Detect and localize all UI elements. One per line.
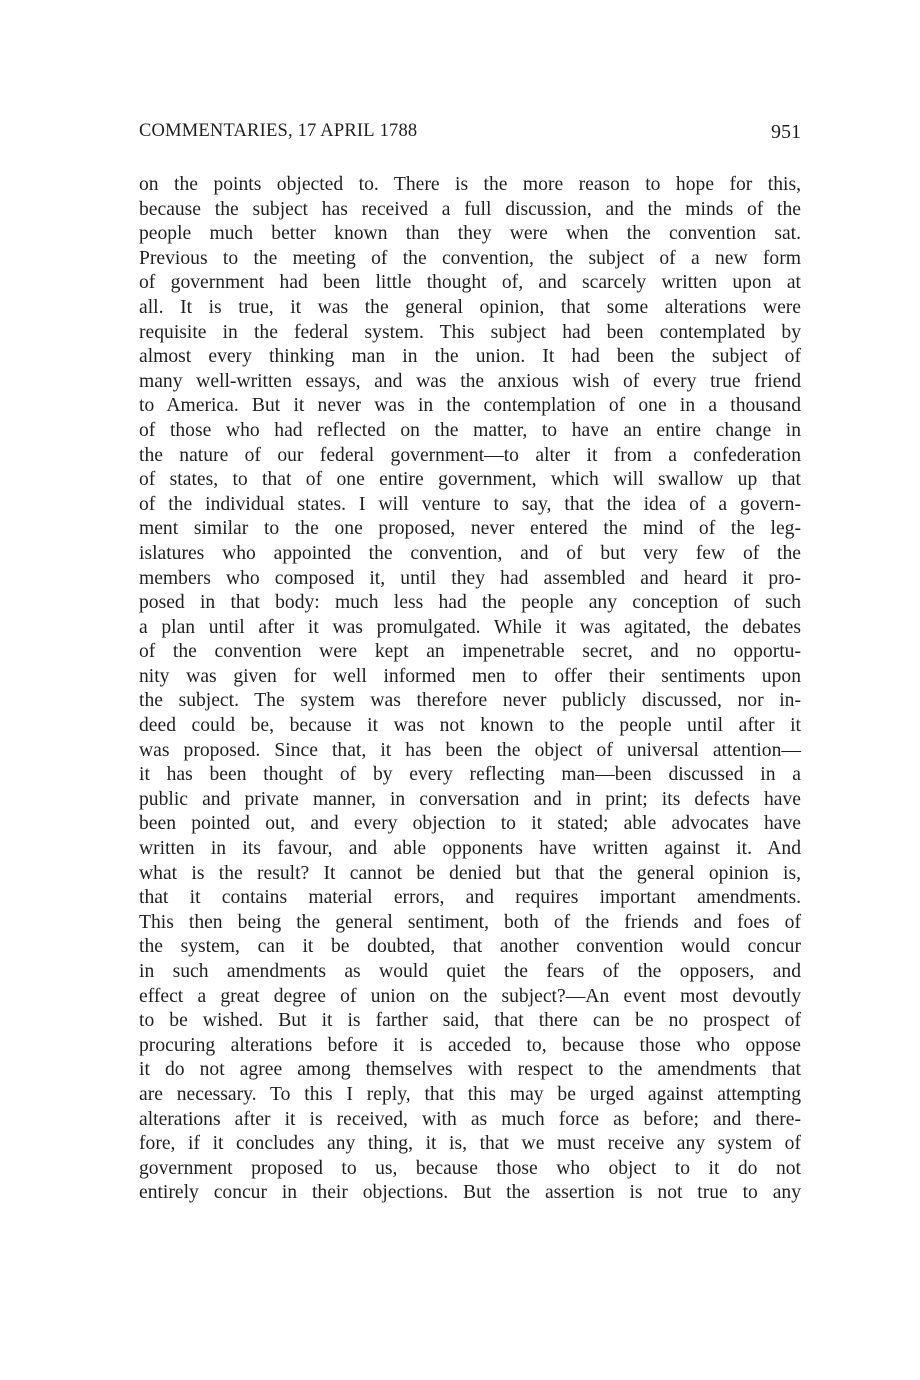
running-head-date: , 17 (287, 121, 321, 141)
running-head-april: PRIL (333, 121, 375, 141)
page-number: 951 (771, 121, 801, 143)
text-line: procuring alterations before it is acceded to, because those who oppose (139, 1034, 801, 1056)
text-line: members who composed it, until they had assembled and heard it pro- (139, 567, 801, 589)
text-line: posed in that body: much less had the people any conception of such (139, 592, 801, 614)
running-head-title (139, 121, 417, 142)
text-line: the nature of our federal government—to alter it from a confederation (139, 444, 801, 466)
text-line: it do not agree among themselves with respect to the amendments that (139, 1059, 801, 1081)
text-line: government proposed to us, because those who object to it do not (139, 1157, 801, 1179)
text-line: ment similar to the one proposed, never entered the mind of the leg- (139, 518, 801, 540)
text-line: a plan until after it was promulgated. While it was agitated, the debates (139, 616, 801, 638)
running-head (139, 121, 801, 147)
text-line: effect a great degree of union on the subject?—An event most devoutly (139, 985, 801, 1007)
text-line: of the individual states. I will venture to say, that the idea of a govern- (139, 493, 801, 515)
text-line: nity was given for well informed men to offer their sentiments upon (139, 665, 801, 687)
running-head-c: C (139, 121, 152, 141)
text-line: because the subject has received a full discussion, and the minds of the (139, 198, 801, 220)
text-line: all. It is true, it was the general opinion, that some alterations were (139, 296, 801, 318)
text-line: been pointed out, and every objection to it stated; able advocates have (139, 813, 801, 835)
text-line: to be wished. But it is farther said, that there can be no prospect of (139, 1010, 801, 1032)
text-line: people much better known than they were when the convention sat. (139, 223, 801, 245)
running-head-commentaries: OMMENTARIES (151, 121, 288, 141)
text-line: of government had been little thought of, and scarcely written upon at (139, 272, 801, 294)
body-text (139, 173, 801, 1206)
text-line: to America. But it never was in the contemplation of one in a thousand (139, 395, 801, 417)
text-line: alterations after it is received, with as much force as before; and there- (139, 1108, 801, 1130)
text-line: requisite in the federal system. This subject had been contemplated by (139, 321, 801, 343)
running-head-year: 1788 (374, 121, 418, 141)
text-line: the system, can it be doubted, that another convention would concur (139, 936, 801, 958)
text-line: what is the result? It cannot be denied but that the general opinion is, (139, 862, 801, 884)
text-line: This then being the general sentiment, both of the friends and foes of (139, 911, 801, 933)
text-line: the subject. The system was therefore never publicly discussed, nor in- (139, 690, 801, 712)
text-line: written in its favour, and able opponents have written against it. And (139, 838, 801, 860)
text-line: it has been thought of by every reflecting man—been discussed in a (139, 764, 801, 786)
text-line: public and private manner, in conversation and in print; its defects have (139, 788, 801, 810)
text-line: of the convention were kept an impenetrable secret, and no opportu- (139, 641, 801, 663)
text-line: islatures who appointed the convention, and of but very few of the (139, 542, 801, 564)
text-line: of those who had reflected on the matter, to have an entire change in (139, 419, 801, 441)
text-line: on the points objected to. There is the more reason to hope for this, (139, 174, 801, 195)
text-line: in such amendments as would quiet the fears of the opposers, and (139, 961, 801, 982)
text-line: was proposed. Since that, it has been the object of universal attention— (139, 739, 801, 761)
running-head-a: A (320, 121, 334, 141)
text-line: fore, if it concludes any thing, it is, that we must receive any system of (139, 1133, 801, 1155)
text-line: deed could be, because it was not known to the people until after it (139, 715, 801, 737)
text-line: are necessary. To this I reply, that this may be urged against attempting (139, 1083, 801, 1105)
text-line: of states, to that of one entire government, which will swallow up that (139, 469, 801, 491)
text-line: Previous to the meeting of the convention, the subject of a new form (139, 247, 801, 269)
text-line: that it contains material errors, and requires important amendments. (139, 887, 801, 909)
text-line: almost every thinking man in the union. It had been the subject of (139, 346, 801, 368)
text-line: many well-written essays, and was the anxious wish of every true friend (139, 370, 801, 392)
text-line: entirely concur in their objections. But the assertion is not true to any (139, 1182, 801, 1204)
